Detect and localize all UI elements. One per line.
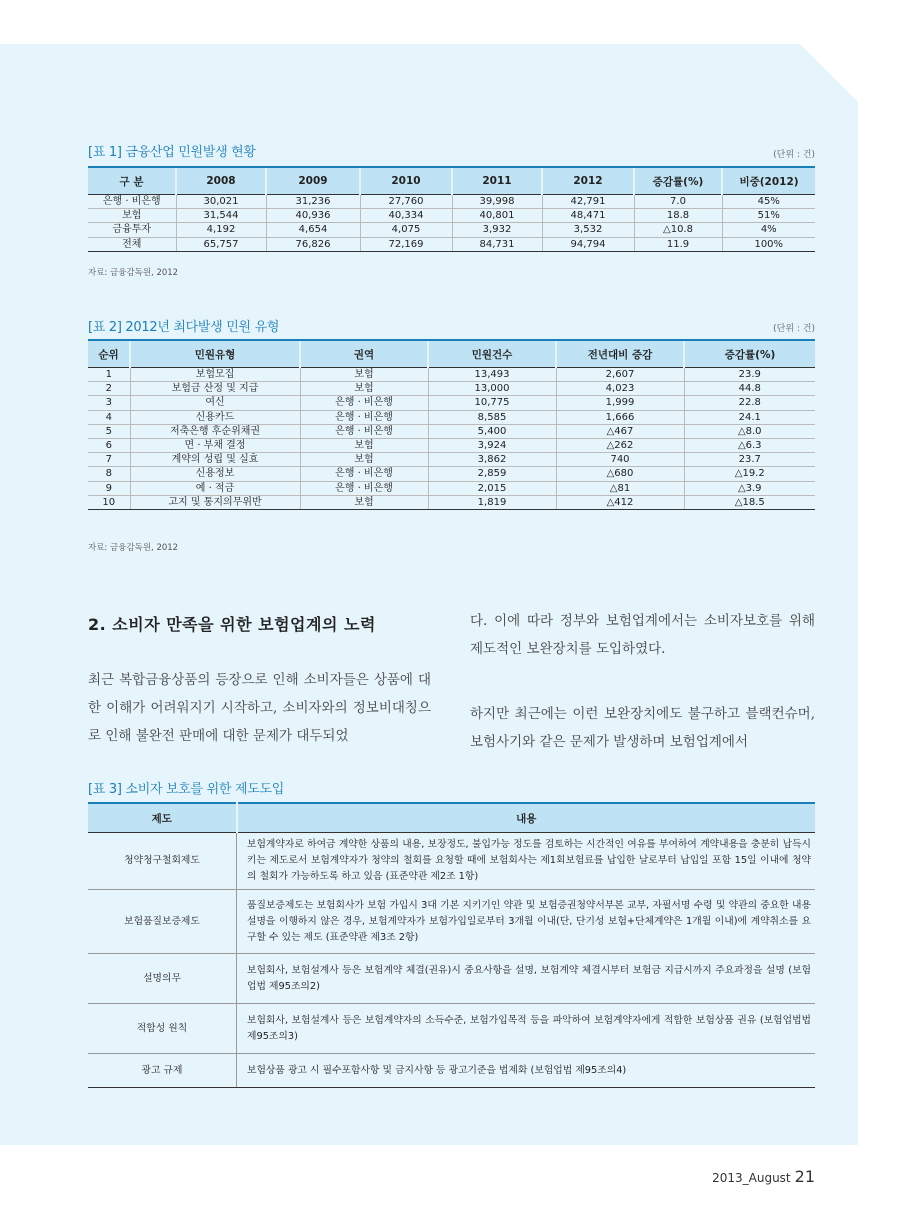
table-cell: 5	[88, 424, 130, 438]
table2-source: 자료: 금융감독원, 2012	[88, 543, 179, 553]
right-paragraph-1: 다. 이에 따라 정부와 보험업계에서는 소비자보호를 위해 제도적인 보완장치를 도입하였다.	[470, 613, 815, 657]
table-cell: △467	[556, 424, 684, 438]
table1-header-cell: 2009	[266, 167, 360, 195]
table-cell: 여신	[130, 396, 300, 410]
table-cell: 100%	[722, 237, 815, 251]
table1-header-cell: 증감률(%)	[634, 167, 722, 195]
table2-unit: (단위 : 건)	[773, 324, 815, 334]
table-cell: 은행 · 비은행	[300, 410, 428, 424]
system-name-cell: 청약청구철회제도	[88, 833, 237, 890]
table-cell: 94,794	[542, 237, 634, 251]
system-content-cell: 보험회사, 보험설계사 등은 보험계약 체결(권유)시 중요사항을 설명, 보험계약 체결시부터 보험금 지급시까지 주요과정을 설명 (보험업법 제95조의2)	[237, 954, 816, 1004]
table-cell: 은행 · 비은행	[300, 424, 428, 438]
table-cell: 은행 · 비은행	[300, 481, 428, 495]
table-cell: △3.9	[684, 481, 815, 495]
table1-header-cell: 비중(2012)	[722, 167, 815, 195]
table-cell: 39,998	[452, 195, 542, 209]
table-cell: 27,760	[360, 195, 452, 209]
table-cell: 신용정보	[130, 467, 300, 481]
table-cell: 보험금 산정 및 지급	[130, 382, 300, 396]
table2-header-row	[88, 340, 815, 368]
table-row	[88, 833, 815, 890]
table-cell: 보험	[300, 453, 428, 467]
table1-header-cell: 2012	[542, 167, 634, 195]
table-cell: 44.8	[684, 382, 815, 396]
table2-header-cell: 민원유형	[130, 340, 300, 368]
table-row	[88, 209, 815, 223]
table-cell: 은행 · 비은행	[300, 396, 428, 410]
table-cell: 2,607	[556, 368, 684, 382]
table-cell: 13,000	[428, 382, 556, 396]
table-cell: 6	[88, 438, 130, 452]
table1-header-row	[88, 167, 815, 195]
table-cell: 1,666	[556, 410, 684, 424]
table-cell: 4,654	[266, 223, 360, 237]
table2-title: [표 2] 2012년 최다발생 민원 유형	[88, 320, 280, 335]
table-row	[88, 237, 815, 251]
table-row	[88, 453, 815, 467]
table-cell: 40,936	[266, 209, 360, 223]
table-cell: 3,862	[428, 453, 556, 467]
table1-header-cell: 2011	[452, 167, 542, 195]
table-row	[88, 410, 815, 424]
table-cell: 보험	[300, 368, 428, 382]
issue-label: 2013_August	[712, 1171, 791, 1185]
table-cell: 65,757	[176, 237, 266, 251]
table-cell: 예 · 적금	[130, 481, 300, 495]
table-cell: 1	[88, 368, 130, 382]
table-cell: 30,021	[176, 195, 266, 209]
table-cell: 40,334	[360, 209, 452, 223]
table1-header-cell: 2010	[360, 167, 452, 195]
system-content-cell: 보험상품 광고 시 필수포함사항 및 금지사항 등 광고기준을 법제화 (보험업법 제95조의4)	[237, 1054, 816, 1088]
table1-unit: (단위 : 건)	[773, 150, 815, 160]
table1	[88, 166, 815, 252]
table-cell: 7	[88, 453, 130, 467]
table-cell: 계약의 성립 및 실효	[130, 453, 300, 467]
table1-title: [표 1] 금융산업 민원발생 현황	[88, 145, 256, 160]
table-cell: 4%	[722, 223, 815, 237]
table-cell: 84,731	[452, 237, 542, 251]
table3-title: [표 3] 소비자 보호를 위한 제도도입	[88, 782, 285, 797]
table-row	[88, 424, 815, 438]
table-cell: 보험	[88, 209, 176, 223]
table2-header-cell: 민원건수	[428, 340, 556, 368]
system-content-cell: 보험회사, 보험설계사 등은 보험계약자의 소득수준, 보험가입목적 등을 파악하여 보험계약자에게 적합한 보험상품 권유 (보험업법법 제95조의3)	[237, 1004, 816, 1054]
table-cell: 2	[88, 382, 130, 396]
table2-header-cell: 순위	[88, 340, 130, 368]
table-cell: △262	[556, 438, 684, 452]
table-cell: 7.0	[634, 195, 722, 209]
system-name-cell: 보험품질보증제도	[88, 890, 237, 954]
table3	[88, 802, 815, 1088]
table-cell: 51%	[722, 209, 815, 223]
table2	[88, 339, 815, 510]
table-cell: 10,775	[428, 396, 556, 410]
table-cell: 4,192	[176, 223, 266, 237]
table-row	[88, 481, 815, 495]
table-cell: 40,801	[452, 209, 542, 223]
table-cell: 3,924	[428, 438, 556, 452]
table-cell: △6.3	[684, 438, 815, 452]
table-cell: △19.2	[684, 467, 815, 481]
table-row	[88, 1004, 815, 1054]
page-footer	[712, 1167, 815, 1186]
table-cell: 76,826	[266, 237, 360, 251]
table-cell: 3	[88, 396, 130, 410]
table3-header-system: 제도	[88, 803, 237, 833]
table-cell: 보험모집	[130, 368, 300, 382]
table-cell: 고지 및 통지의무위반	[130, 495, 300, 509]
table-cell: 10	[88, 495, 130, 509]
table-row	[88, 495, 815, 509]
table-cell: 24.1	[684, 410, 815, 424]
table-cell: △8.0	[684, 424, 815, 438]
table-cell: △412	[556, 495, 684, 509]
table-cell: 2,859	[428, 467, 556, 481]
table-cell: 5,400	[428, 424, 556, 438]
table-cell: 11.9	[634, 237, 722, 251]
table-cell: 45%	[722, 195, 815, 209]
table3-header-content: 내용	[237, 803, 816, 833]
page-number: 21	[794, 1167, 815, 1186]
system-name-cell: 설명의무	[88, 954, 237, 1004]
table-cell: 9	[88, 481, 130, 495]
table2-header-cell: 증감률(%)	[684, 340, 815, 368]
table-cell: 23.9	[684, 368, 815, 382]
table-cell: 8	[88, 467, 130, 481]
table-cell: 3,532	[542, 223, 634, 237]
table-cell: 금융투자	[88, 223, 176, 237]
table-cell: 보험	[300, 495, 428, 509]
table-cell: 31,236	[266, 195, 360, 209]
table-cell: 22.8	[684, 396, 815, 410]
table-cell: △81	[556, 481, 684, 495]
table2-header-cell: 권역	[300, 340, 428, 368]
table-cell: 1,999	[556, 396, 684, 410]
table-cell: △680	[556, 467, 684, 481]
table1-source: 자료: 금융감독원, 2012	[88, 268, 179, 278]
table-cell: 18.8	[634, 209, 722, 223]
table-row	[88, 1054, 815, 1088]
table-row	[88, 467, 815, 481]
table-row	[88, 382, 815, 396]
table-row	[88, 954, 815, 1004]
table-row	[88, 195, 815, 209]
section-heading: 2. 소비자 만족을 위한 보험업계의 노력	[88, 615, 376, 634]
table-cell: 전체	[88, 237, 176, 251]
system-name-cell: 적합성 원칙	[88, 1004, 237, 1054]
table-cell: 은행 · 비은행	[300, 467, 428, 481]
system-content-cell: 품질보증제도는 보험회사가 보험 가입시 3대 기본 지키기인 약관 및 보험증권청약서부본 교부, 자필서명 수령 및 약관의 중요한 내용설명을 이행하지 않은 경우, 보험계약자가 보험가입일로부터 3개월 이내(단, 단기성 보험+단체계약은 1개월 이내)에 계약취소를 요구할 수 있는 제도 (표준약관 제3조 2항)	[237, 890, 816, 954]
table-cell: 740	[556, 453, 684, 467]
table-cell: 48,471	[542, 209, 634, 223]
table-cell: 4	[88, 410, 130, 424]
table-cell: 신용카드	[130, 410, 300, 424]
table-row	[88, 223, 815, 237]
left-paragraph: 최근 복합금융상품의 등장으로 인해 소비자들은 상품에 대한 이해가 어려워지기 시작하고, 소비자와의 정보비대칭으로 인해 불완전 판매에 대한 문제가 대두되었	[88, 672, 431, 744]
right-paragraph-2: 하지만 최근에는 이런 보완장치에도 불구하고 블랙컨슈머, 보험사기와 같은 문제가 발생하며 보험업계에서	[470, 706, 815, 750]
table3-header-row	[88, 803, 815, 833]
system-name-cell: 광고 규제	[88, 1054, 237, 1088]
table-row	[88, 368, 815, 382]
table-cell: 저축은행 후순위채권	[130, 424, 300, 438]
table-row	[88, 396, 815, 410]
table-cell: 3,932	[452, 223, 542, 237]
table-cell: △18.5	[684, 495, 815, 509]
table-cell: 8,585	[428, 410, 556, 424]
table-cell: 보험	[300, 438, 428, 452]
table-cell: 42,791	[542, 195, 634, 209]
table-cell: 면 · 부채 결정	[130, 438, 300, 452]
table1-header-cell: 구 분	[88, 167, 176, 195]
table-cell: 4,023	[556, 382, 684, 396]
table-row	[88, 438, 815, 452]
system-content-cell: 보험계약자로 하여금 계약한 상품의 내용, 보장정도, 불입가능 정도를 검토하는 시간적인 여유를 부여하여 계약내용을 충분히 납득시키는 제도로서 보험계약자가 청약의 철회를 요청할 때에 보험회사는 제1회보험료를 납입한 날로부터 납입일 포함 15일 이내에 청약의 철회가 가능하도록 하고 있음 (표준약관 제2조 1항)	[237, 833, 816, 890]
table-cell: 31,544	[176, 209, 266, 223]
table-cell: 2,015	[428, 481, 556, 495]
table-cell: △10.8	[634, 223, 722, 237]
table-cell: 72,169	[360, 237, 452, 251]
table-cell: 23.7	[684, 453, 815, 467]
table-cell: 은행 · 비은행	[88, 195, 176, 209]
table-cell: 4,075	[360, 223, 452, 237]
table-cell: 1,819	[428, 495, 556, 509]
table-row	[88, 890, 815, 954]
table-cell: 보험	[300, 382, 428, 396]
table1-header-cell: 2008	[176, 167, 266, 195]
table-cell: 13,493	[428, 368, 556, 382]
table2-header-cell: 전년대비 증감	[556, 340, 684, 368]
